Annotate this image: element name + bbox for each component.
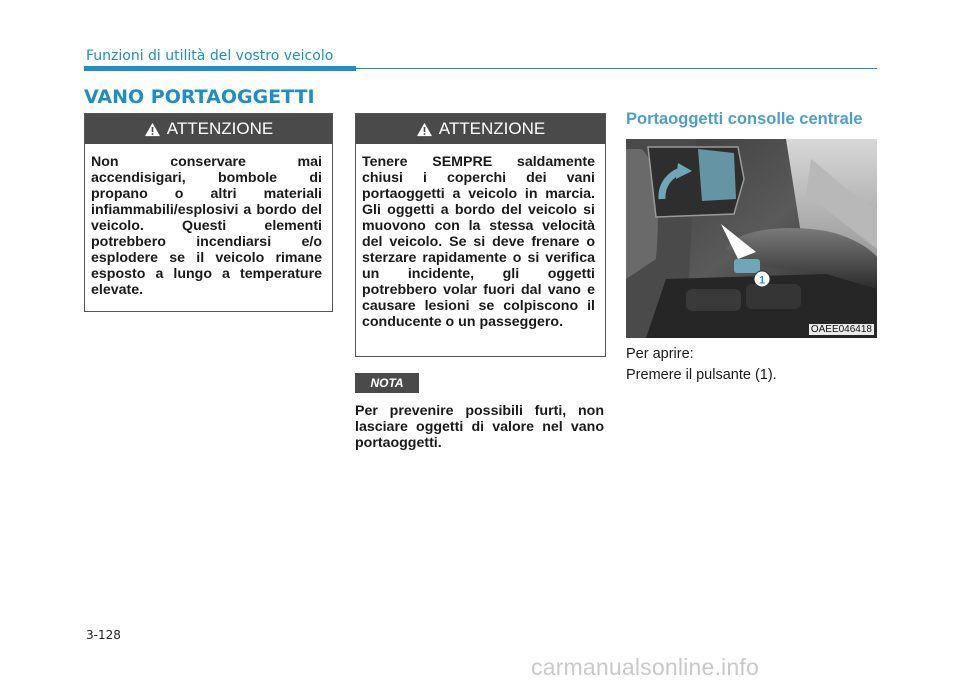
nota-badge: NOTA (355, 373, 419, 393)
callout-number: 1 (758, 274, 766, 287)
warning-header (356, 114, 605, 144)
header-rule (356, 68, 877, 69)
warning-text: Non conservare mai accendisigari, bombole di propano o altri materiali infiammabili/esplosivi a bordo del veicolo. Questi elementi potrebbero incendiarsi e/o esplodere se il veicolo rimane esposto a lungo a temperature elevate. (91, 154, 322, 298)
image-code: OAEE046418 (810, 324, 872, 335)
warning-header (85, 114, 332, 144)
console-photo (626, 139, 877, 338)
open-instruction: Premere il pulsante (1). (626, 367, 777, 383)
page-title: VANO PORTAOGGETTI (84, 86, 315, 108)
warning-box-2 (355, 113, 606, 357)
watermark: carmanualsonline.info (531, 654, 759, 680)
warning-triangle-icon (416, 122, 433, 137)
warning-label: ATTENZIONE (166, 119, 274, 138)
header-bar (84, 66, 356, 71)
warning-label: ATTENZIONE (438, 119, 546, 138)
warning-triangle-icon (144, 122, 161, 137)
section-header: Funzioni di utilità del vostro veicolo (86, 48, 334, 64)
console-illustration (626, 139, 877, 338)
section-subtitle: Portaoggetti consolle centrale (626, 110, 863, 128)
warning-box-1 (84, 113, 333, 312)
warning-text: Tenere SEMPRE saldamente chiusi i coperchi dei vani portaoggetti a veicolo in marcia. Gli oggetti a bordo del veicolo si muovono con la stessa velocità del veicolo. Se si deve frenare o sterzare rapidamente o si verifica un incidente, gli oggetti potrebbero volar fuori dal vano e causare lesioni se colpiscono il conducente o un passeggero. (362, 154, 595, 330)
nota-text: Per prevenire possibili furti, non lasciare oggetti di valore nel vano portaoggetti. (355, 403, 604, 451)
page-number: 3-128 (86, 628, 121, 642)
open-label: Per aprire: (626, 346, 694, 362)
